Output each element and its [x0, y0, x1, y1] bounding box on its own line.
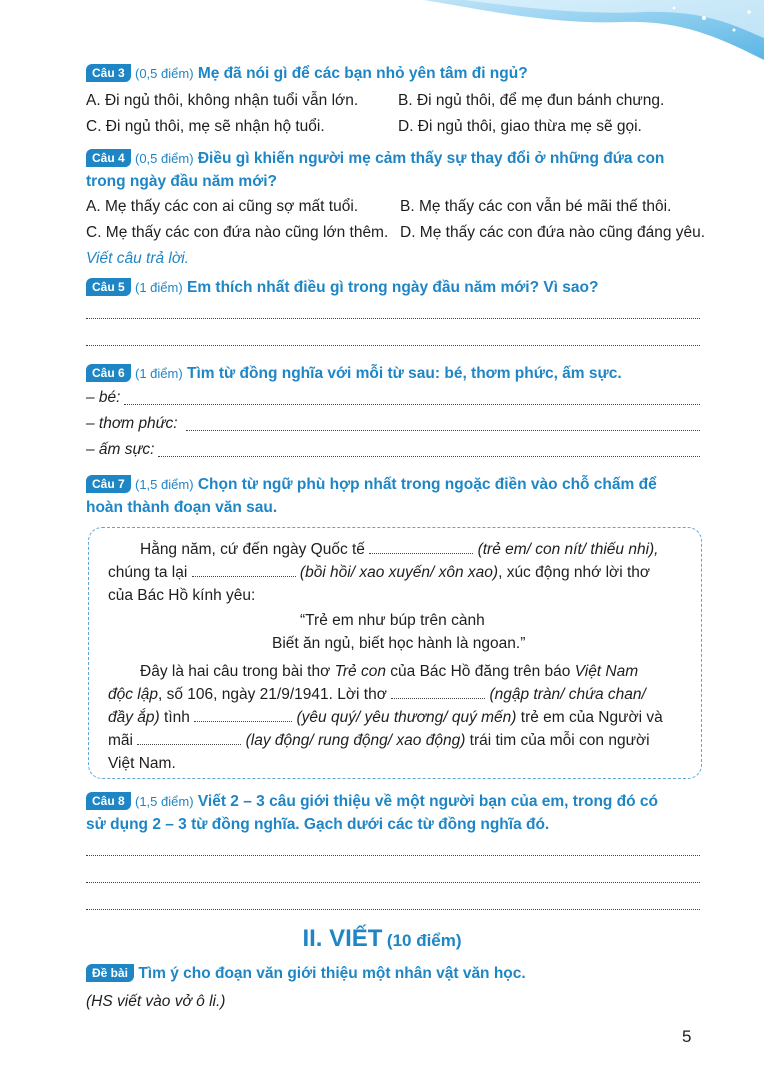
question-badge: Câu 5 [86, 278, 131, 296]
question-badge: Câu 4 [86, 149, 131, 167]
question-text: Mẹ đã nói gì để các bạn nhỏ yên tâm đi ngủ? [197, 65, 528, 82]
passage-line-8: Việt Nam. [108, 755, 176, 772]
question-4 [86, 147, 716, 193]
option-a: A. Đi ngủ thôi, không nhận tuổi vẫn lớn. [86, 92, 359, 109]
option-d: D. Đi ngủ thôi, giao thừa mẹ sẽ gọi. [398, 118, 642, 135]
answer-line[interactable] [86, 855, 700, 856]
option-a: A. Mẹ thấy các con ai cũng sợ mất tuổi. [86, 198, 359, 215]
section-points: (10 điểm) [386, 931, 462, 950]
de-bai-text: Tìm ý cho đoạn văn giới thiệu một nhân vật văn học. [138, 965, 526, 982]
instruction-write-answer: Viết câu trả lời. [86, 250, 189, 267]
question-text: Chọn từ ngữ phù hợp nhất trong ngoặc điền vào chỗ chấm để [197, 476, 657, 493]
fill-label-thom-phuc: – thơm phức: [86, 415, 178, 432]
answer-line[interactable] [86, 909, 700, 910]
answer-line[interactable] [86, 318, 700, 319]
option-d: D. Mẹ thấy các con đứa nào cũng đáng yêu. [400, 224, 706, 241]
question-points: (1,5 điểm) [135, 477, 194, 492]
de-bai [86, 962, 716, 985]
question-badge: Câu 7 [86, 475, 131, 493]
question-5 [86, 276, 716, 299]
answer-line[interactable] [124, 404, 700, 405]
fill-label-am-suc: – ấm sực: [86, 441, 155, 458]
de-bai-badge: Đề bài [86, 964, 134, 982]
question-badge: Câu 8 [86, 792, 131, 810]
blank[interactable] [137, 732, 241, 745]
option-b: B. Mẹ thấy các con vẫn bé mãi thế thôi. [400, 198, 672, 215]
question-text: Viết 2 – 3 câu giới thiệu về một người bạn của em, trong đó có [197, 793, 659, 810]
answer-line[interactable] [186, 430, 700, 431]
option-c: C. Đi ngủ thôi, mẹ sẽ nhận hộ tuổi. [86, 118, 325, 135]
fill-label-be: – bé: [86, 389, 121, 406]
question-text-line2: sử dụng 2 – 3 từ đồng nghĩa. Gạch dưới các từ đồng nghĩa đó. [86, 816, 550, 833]
section-heading [0, 925, 764, 953]
question-text: Em thích nhất điều gì trong ngày đầu năm mới? Vì sao? [187, 279, 599, 296]
question-badge: Câu 3 [86, 64, 131, 82]
option-b: B. Đi ngủ thôi, để mẹ đun bánh chưng. [398, 92, 665, 109]
passage-line-1: Hằng năm, cứ đến ngày Quốc tế (trẻ em/ con nít/ thiếu nhi), [140, 541, 659, 558]
question-6 [86, 362, 716, 385]
question-points: (1 điểm) [135, 280, 183, 295]
question-points: (0,5 điểm) [135, 66, 194, 81]
question-text-line2: hoàn thành đoạn văn sau. [86, 499, 278, 516]
passage-line-6: đầy ắp) tình (yêu quý/ yêu thương/ quý mến) trẻ em của Người và [108, 709, 663, 726]
passage-line-4: Đây là hai câu trong bài thơ Trẻ con của Bác Hồ đăng trên báo Việt Nam [140, 663, 639, 680]
question-3 [86, 62, 716, 85]
question-points: (1 điểm) [135, 366, 183, 381]
option-c: C. Mẹ thấy các con đứa nào cũng lớn thêm. [86, 224, 389, 241]
blank[interactable] [192, 564, 296, 577]
answer-line[interactable] [86, 882, 700, 883]
passage-line-5: độc lập, số 106, ngày 21/9/1941. Lời thơ (ngập tràn/ chứa chan/ [108, 686, 646, 703]
question-7 [86, 473, 716, 519]
poem-line-1: “Trẻ em như búp trên cành [300, 612, 485, 629]
passage-line-7: mãi (lay động/ rung động/ xao động) trái tim của mỗi con người [108, 732, 650, 749]
question-text: Điều gì khiến người mẹ cảm thấy sự thay đổi ở những đứa con [197, 150, 665, 167]
answer-line[interactable] [86, 345, 700, 346]
page-number: 5 [682, 1027, 692, 1046]
passage-line-3: của Bác Hồ kính yêu: [108, 587, 256, 604]
poem-line-2: Biết ăn ngủ, biết học hành là ngoan.” [272, 635, 526, 652]
blank[interactable] [391, 686, 485, 699]
blank[interactable] [369, 541, 473, 554]
question-8 [86, 790, 716, 836]
question-badge: Câu 6 [86, 364, 131, 382]
question-points: (0,5 điểm) [135, 151, 194, 166]
question-text: Tìm từ đồng nghĩa với mỗi từ sau: bé, thơm phức, ấm sực. [187, 365, 622, 382]
note: (HS viết vào vở ô li.) [86, 993, 226, 1010]
question-points: (1,5 điểm) [135, 794, 194, 809]
passage-line-2: chúng ta lại (bồi hồi/ xao xuyến/ xôn xao), xúc động nhớ lời thơ [108, 564, 651, 581]
answer-line[interactable] [158, 456, 700, 457]
question-text-line2: trong ngày đầu năm mới? [86, 173, 278, 190]
blank[interactable] [194, 709, 292, 722]
section-title: II. VIẾT [302, 925, 383, 952]
